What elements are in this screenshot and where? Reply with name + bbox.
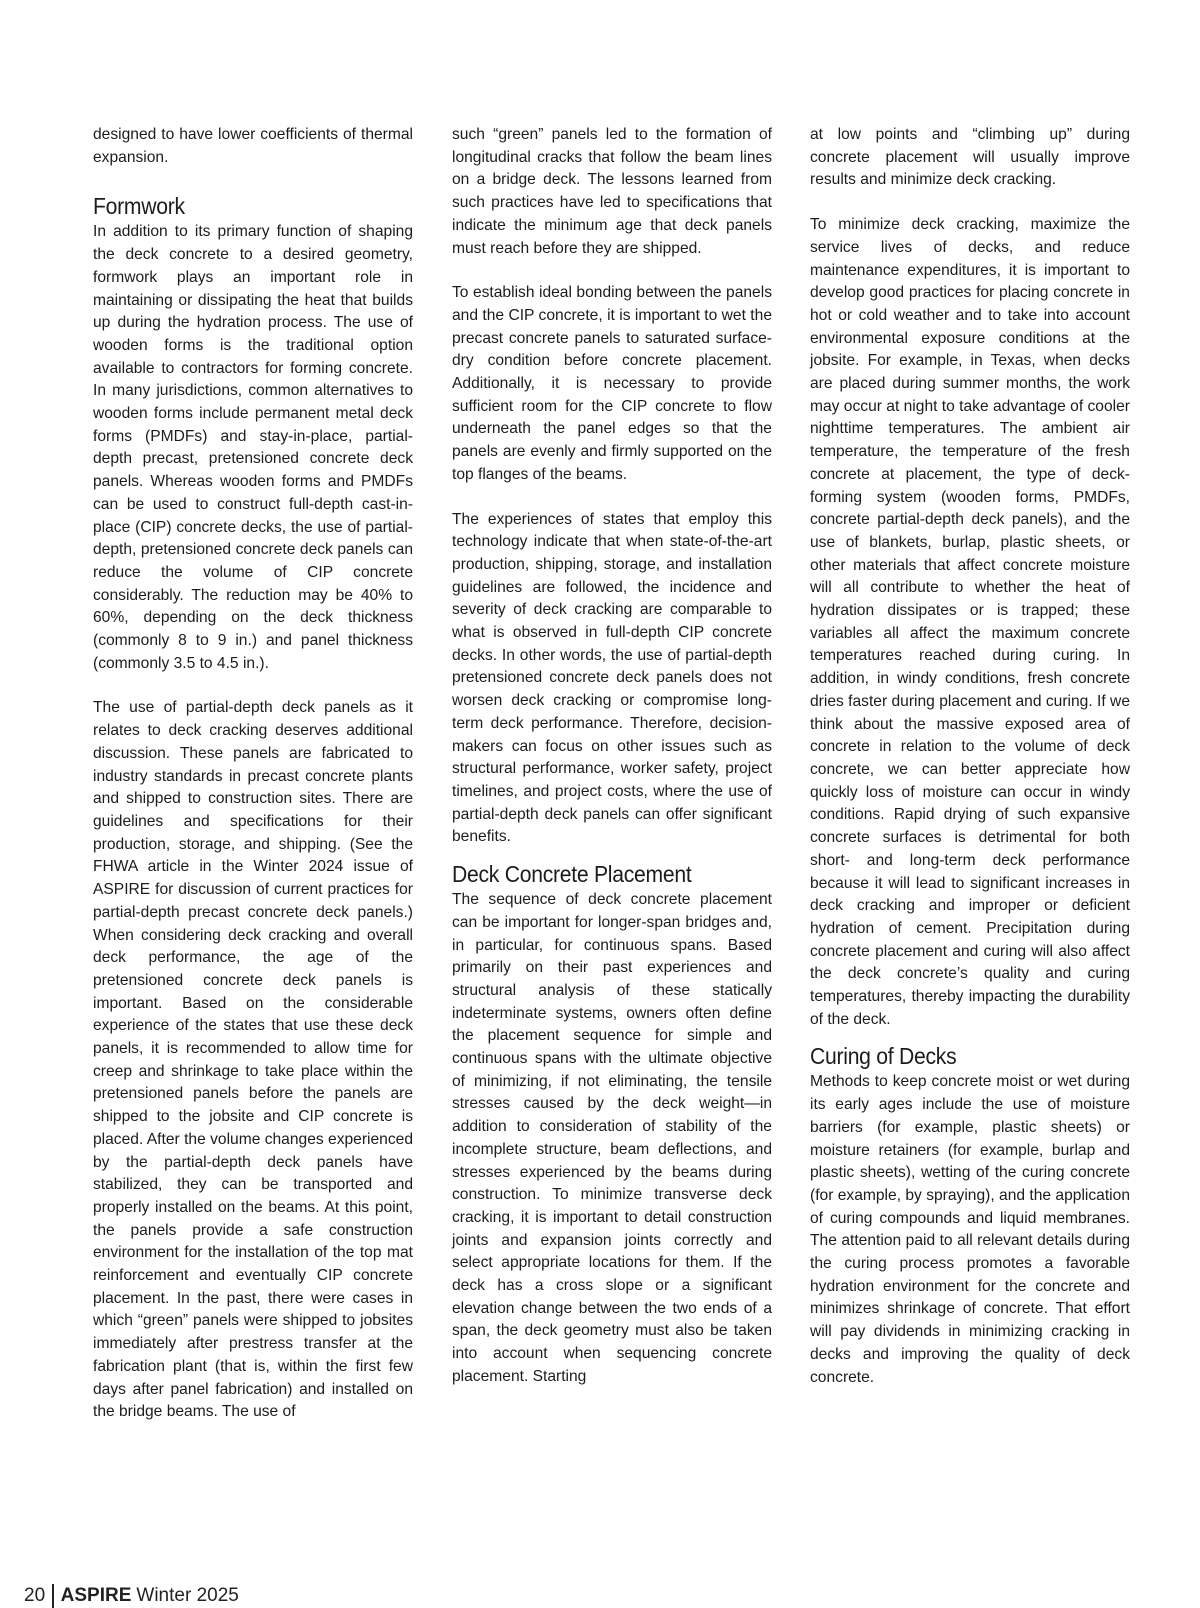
- section-heading-formwork: Formwork: [93, 193, 185, 220]
- paragraph: To establish ideal bonding between the panels and the CIP concrete, it is important to wet the precast concrete panels to saturated surface-dry condition before concrete placement. Additionally, it is necessary to provide sufficient room for the CIP concrete to flow underneath the panel edges so that the panels are evenly and firmly supported on the top flanges of the beams.: [452, 284, 772, 483]
- paragraph: at low points and “climbing up” during concrete placement will usually improve results and minimize deck cracking.: [810, 126, 1130, 189]
- paragraph: such “green” panels led to the formation of longitudinal cracks that follow the beam lines on a bridge deck. The lessons learned from such practices have led to specifications that indicate the minimum age that deck panels must reach before they are shipped.: [452, 126, 772, 257]
- paragraph: The use of partial-depth deck panels as it relates to deck cracking deserves additional discussion. These panels are fabricated to industry standards in precast concrete plants and shipped to construction sites. There are guidelines and specifications for their production, storage, and shipping. (See the FHWA article in the Winter 2024 issue of ASPIRE for discussion of current practices for partial-depth precast concrete deck panels.) When considering deck cracking and overall deck performance, the age of the pretensioned concrete deck panels is important. Based on the considerable experience of the states that use these deck panels, it is recommended to allow time for creep and shrinkage to take place within the pretensioned panels before the panels are shipped to the jobsite and CIP concrete is placed. After the volume changes experienced by the partial-depth deck panels have stabilized, they can be transported and properly installed on the beams. At this point, the panels provide a safe construction environment for the installation of the top mat reinforcement and eventually CIP concrete placement. In the past, there were cases in which “green” panels were shipped to jobsites immediately after prestress transfer at the fabrication plant (that is, within the first few days after panel fabrication) and installed on the bridge beams. The use of: [93, 699, 413, 1421]
- paragraph: The experiences of states that employ this technology indicate that when state-of-the-art production, shipping, storage, and installation guidelines are followed, the incidence and severity of deck cracking are comparable to what is observed in full-depth CIP concrete decks. In other words, the use of partial-depth pretensioned concrete deck panels does not worsen deck cracking or compromise long-term deck performance. Therefore, decision-makers can focus on other issues such as structural performance, worker safety, project timelines, and project costs, where the use of partial-depth deck panels can offer significant benefits.: [452, 510, 772, 846]
- page-footer: [24, 1584, 239, 1608]
- magazine-name: ASPIRE: [60, 1585, 132, 1606]
- page-number: 20: [24, 1585, 46, 1606]
- paragraph: In addition to its primary function of shaping the deck concrete to a desired geometry, formwork plays an important role in maintaining or dissipating the heat that builds up during the hydration process. The use of wooden forms is the traditional option available to contractors for forming concrete. In many jurisdictions, common alternatives to wooden forms include permanent metal deck forms (PMDFs) and stay-in-place, partial-depth precast, pretensioned concrete deck panels. Whereas wooden forms and PMDFs can be used to construct full-depth cast-in-place (CIP) concrete decks, the use of partial-depth, pretensioned concrete deck panels can reduce the volume of CIP concrete considerably. The reduction may be 40% to 60%, depending on the deck thickness (commonly 8 to 9 in.) and panel thickness (commonly 3.5 to 4.5 in.).: [93, 223, 413, 672]
- issue-label: Winter 2025: [136, 1585, 239, 1606]
- footer-divider: [52, 1584, 54, 1608]
- paragraph: The sequence of deck concrete placement can be important for longer-span bridges and, in particular, for continuous spans. Based primarily on their past experiences and structural analysis of these statically indeterminate systems, owners often define the placement sequence for simple and continuous spans with the ultimate objective of minimizing, if not eliminating, the tensile stresses caused by the deck weight—in addition to consideration of stability of the incomplete structure, beam deflections, and stresses experienced by the beams during construction. To minimize transverse deck cracking, it is important to detail construction joints and expansion joints correctly and select appropriate locations for them. If the deck has a cross slope or a significant elevation change between the two ends of a span, the deck geometry must also be taken into account when sequencing concrete placement. Starting: [452, 891, 772, 1385]
- paragraph: designed to have lower coefficients of thermal expansion.: [93, 126, 413, 166]
- paragraph: To minimize deck cracking, maximize the service lives of decks, and reduce maintenance expenditures, it is important to develop good practices for placing concrete in hot or cold weather and to take into account environmental exposure conditions at the jobsite. For example, in Texas, when decks are placed during summer months, the work may occur at night to take advantage of cooler nighttime temperatures. The ambient air temperature, the temperature of the fresh concrete at placement, the type of deck-forming system (wooden forms, PMDFs, concrete partial-depth deck panels), and the use of blankets, burlap, plastic sheets, or other materials that affect concrete moisture will all contribute to whether the heat of hydration dissipates or is trapped; these variables all affect the maximum concrete temperatures reached during curing. In addition, in windy conditions, fresh concrete dries faster during placement and curing. If we think about the massive exposed area of concrete in relation to the volume of deck concrete, we can better appreciate how quickly loss of moisture can occur in windy conditions. Rapid drying of such expansive concrete surfaces is detrimental for both short- and long-term deck performance because it will lead to significant increases in deck cracking and improper or deficient hydration of cement. Precipitation during concrete placement and curing will also affect the deck concrete’s quality and curing temperatures, thereby impacting the durability of the deck.: [810, 216, 1130, 1028]
- text-column-1: [93, 124, 413, 1424]
- section-heading-deck-concrete-placement: Deck Concrete Placement: [452, 861, 692, 888]
- section-heading-curing-of-decks: Curing of Decks: [810, 1043, 957, 1070]
- text-column-2: [452, 124, 772, 1389]
- text-column-3: [810, 124, 1130, 1389]
- paragraph: Methods to keep concrete moist or wet during its early ages include the use of moisture barriers (for example, plastic sheets) or moisture retainers (for example, burlap and plastic sheets), wetting of the curing concrete (for example, by spraying), and the application of curing compounds and liquid membranes. The attention paid to all relevant details during the curing process promotes a favorable hydration environment for the concrete and minimizes shrinkage of concrete. That effort will pay dividends in minimizing cracking in decks and improving the quality of deck concrete.: [810, 1073, 1130, 1386]
